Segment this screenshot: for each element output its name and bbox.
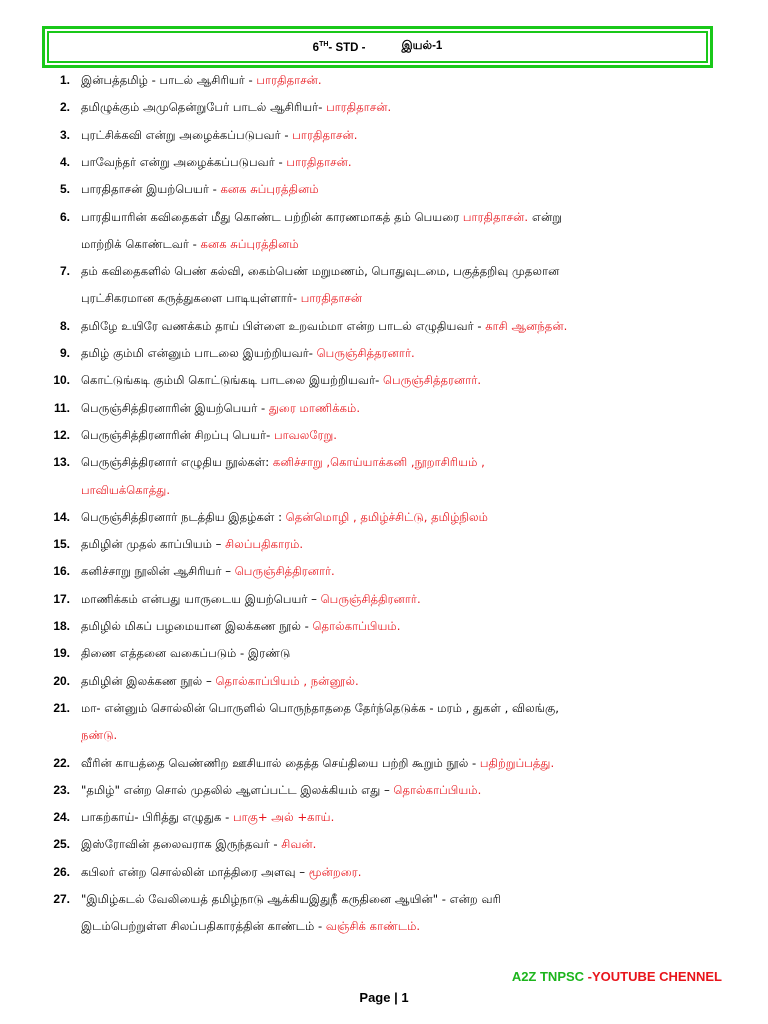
question-text: பெருஞ்சித்திரனாரின் சிறப்பு பெயர்- [81, 427, 274, 442]
question-text: பெருஞ்சித்திரனாரின் இயற்பெயர் - [81, 400, 269, 415]
question-text: பெருஞ்சித்திரனார் நடத்திய இதழ்கள் : [81, 509, 286, 524]
list-item-line [81, 641, 290, 665]
item-number: 22. [53, 755, 70, 770]
item-number: 25. [53, 837, 70, 852]
list-item-line [81, 123, 357, 147]
list-item-line [81, 396, 360, 420]
question-text: பாரதிதாசன் இயற்பெயர் - [81, 182, 221, 197]
list-item-line [81, 423, 337, 447]
answer-text: பாகு+ அல் +காய். [232, 810, 335, 825]
answer-text: பாரதிதாசன். [292, 127, 358, 142]
answer-text: சிலப்பதிகாரம். [225, 537, 304, 552]
answer-text: பெருஞ்சித்திரனார். [234, 564, 335, 579]
list-item-line [81, 614, 400, 638]
answer-text: தொல்காப்பியம். [393, 782, 482, 797]
answer-text: பாரதிதாசன் [300, 291, 363, 306]
list-item-line [81, 177, 319, 201]
list-item-line [81, 368, 481, 392]
answer-text: பெருஞ்சித்திரனார். [320, 591, 421, 606]
answer-text: பெருஞ்சித்தரனார். [316, 346, 415, 360]
item-number: 7. [59, 264, 70, 279]
answer-text: தொல்காப்பியம். [312, 619, 401, 633]
question-text: புரட்சிகரமான கருத்துகளை பாடியுள்ளார்- [81, 291, 301, 306]
answer-text: மூன்றரை. [308, 864, 362, 879]
item-number: 24. [53, 810, 70, 825]
question-text: இஸ்ரோவின் தலைவராக இருந்தவர் - [81, 837, 282, 852]
list-item-line [81, 696, 559, 720]
list-item-line [81, 341, 415, 365]
question-text: பாகற்காய்- பிரித்து எழுதுக - [81, 810, 233, 825]
item-number: 11. [53, 400, 70, 415]
answer-text: தென்மொழி , தமிழ்ச்சிட்டு, தமிழ்நிலம் [285, 509, 488, 524]
question-text: தமிழுக்கும் அமுதென்றுபேர் பாடல் ஆசிரியர்- [81, 100, 327, 115]
item-number: 1. [59, 73, 70, 87]
unit-label: இயல்-1 [401, 40, 443, 52]
answer-text: காசி ஆனந்தன். [485, 318, 568, 333]
header-box [42, 26, 713, 68]
item-number: 26. [53, 864, 70, 879]
list-item-line [81, 559, 335, 583]
answer-text: பாரதிதாசன். [286, 154, 352, 169]
question-text: தமிழின் இலக்கண நூல் – [81, 673, 216, 688]
item-number: 4. [59, 154, 70, 169]
list-item-line [81, 669, 359, 693]
question-text: இன்பத்தமிழ் - பாடல் ஆசிரியர் - [81, 73, 257, 87]
question-text: பெருஞ்சித்திரனார் எழுதிய நூல்கள்: [81, 455, 273, 470]
question-text: திணை எத்தனை வகைப்படும் - இரண்டு [81, 646, 291, 661]
list-item-line [81, 95, 391, 119]
question-text: கபிலர் என்ற சொல்லின் மாத்திரை அளவு – [81, 864, 309, 879]
item-number: 5. [59, 182, 70, 197]
answer-text: கனக சுப்புரத்தினம் [200, 236, 299, 251]
question-text: தம் கவிதைகளில் பெண் கல்வி, கைம்பெண் மறுமணம், பொதுவுடமை, பகுத்தறிவு முதலான [81, 264, 560, 279]
list-item-line [81, 587, 421, 611]
question-text: "தமிழ்" என்ற சொல் முதலில் ஆளப்பட்ட இலக்கியம் எது – [81, 782, 394, 797]
question-text: தமிழே உயிரே வணக்கம் தாய் பிள்ளை உறவம்மா என்ற பாடல் எழுதியவர் - [81, 318, 486, 333]
list-item-line [81, 478, 170, 502]
channel-credit: A2Z TNPSC -YOUTUBE CHENNEL [511, 969, 722, 984]
list-item-line [81, 205, 562, 229]
item-number: 20. [53, 673, 70, 688]
answer-text: பெருஞ்சித்தரனார். [383, 373, 482, 388]
answer-text: வஞ்சிக் காண்டம். [325, 919, 421, 934]
question-text: என்று [532, 209, 563, 224]
list-item-line [81, 232, 299, 256]
list-item-line [81, 259, 559, 283]
question-text: பாரதியாரின் கவிதைகள் மீது கொண்ட பற்றின் காரணமாகத் தம் பெயரை [81, 209, 463, 224]
question-text: தமிழ் கும்மி என்னும் பாடலை இயற்றியவர்- [81, 346, 317, 360]
item-number: 2. [59, 100, 70, 115]
item-number: 14. [53, 509, 70, 524]
question-text: மாணிக்கம் என்பது யாருடைய இயற்பெயர் – [81, 591, 321, 606]
question-text: மா- என்னும் சொல்லின் பொருளில் பொருந்தாததை தேர்ந்தெடுக்க - மரம் , துகள் , விலங்கு, [81, 700, 559, 715]
answer-text: கனக சுப்புரத்தினம் [220, 182, 319, 197]
list-item-line [81, 805, 334, 829]
answer-text: பாவலரேறு. [273, 427, 337, 442]
item-number: 6. [59, 209, 70, 224]
list-item-line [81, 832, 316, 856]
answer-text: தொல்காப்பியம் , நன்னூல். [215, 673, 359, 688]
item-number: 12. [53, 427, 70, 442]
question-text: தமிழின் முதல் காப்பியம் – [81, 537, 226, 552]
question-text: "இமிழ்கடல் வேலியைத் தமிழ்நாடு ஆக்கியஇதுநீ கருதினை ஆயின்" - என்ற வரி [81, 892, 501, 906]
list-item-line [81, 887, 501, 911]
list-item-line [81, 860, 361, 884]
question-text: பாவேந்தர் என்று அழைக்கப்படுபவர் - [81, 154, 287, 169]
list-item-line [81, 532, 303, 556]
item-number: 27. [53, 892, 70, 906]
item-number: 21. [53, 700, 70, 715]
item-number: 9. [59, 346, 70, 360]
answer-text: நண்டு. [81, 728, 118, 743]
item-number: 3. [59, 127, 70, 142]
list-item-line [81, 778, 481, 802]
std-label: 6TH- STD - [312, 40, 366, 54]
list-item-line [81, 68, 322, 92]
question-text: கனிச்சாறு நூலின் ஆசிரியர் – [81, 564, 235, 579]
list-item-line [81, 450, 485, 474]
list-item-line [81, 751, 554, 775]
question-text: வீரின் காயத்தை வெண்ணிற ஊசியால் தைத்த செய்தியை பற்றி கூறும் நூல் - [81, 755, 480, 770]
question-text: மாற்றிக் கொண்டவர் - [81, 236, 201, 251]
page-number: Page | 1 [359, 990, 409, 1005]
item-number: 15. [53, 537, 70, 552]
list-item-line [81, 314, 567, 338]
answer-text: துரை மாணிக்கம். [268, 400, 361, 415]
list-item-line [81, 723, 117, 747]
question-text: தமிழில் மிகப் பழமையான இலக்கண நூல் - [81, 619, 313, 633]
list-item-line [81, 505, 488, 529]
answer-text: பாரதிதாசன். [326, 100, 392, 115]
question-text: கொட்டுங்கடி கும்மி கொட்டுங்கடி பாடலை இயற்றியவர்- [81, 373, 384, 388]
answer-text: பாரதிதாசன். [256, 73, 322, 87]
answer-text: பாவியக்கொத்து. [81, 482, 171, 497]
item-number: 10. [53, 373, 70, 388]
item-number: 19. [53, 646, 70, 661]
question-text: புரட்சிக்கவி என்று அழைக்கப்படுபவர் - [81, 127, 293, 142]
question-text: இடம்பெற்றுள்ள சிலப்பதிகாரத்தின் காண்டம் - [81, 919, 326, 934]
list-item-line [81, 150, 352, 174]
item-number: 18. [53, 619, 70, 633]
list-item-line [81, 914, 420, 938]
answer-text: பதிற்றுப்பத்து. [479, 755, 555, 770]
item-number: 13. [53, 455, 70, 470]
answer-text: பாரதிதாசன். [462, 209, 529, 224]
item-number: 16. [53, 564, 70, 579]
item-number: 23. [53, 782, 70, 797]
answer-text: சிவன். [281, 837, 317, 852]
item-number: 8. [59, 318, 70, 333]
list-item-line [81, 286, 362, 310]
answer-text: கனிச்சாறு ,கொய்யாக்கனி ,நூறாசிரியம் , [272, 455, 485, 470]
item-number: 17. [53, 591, 70, 606]
